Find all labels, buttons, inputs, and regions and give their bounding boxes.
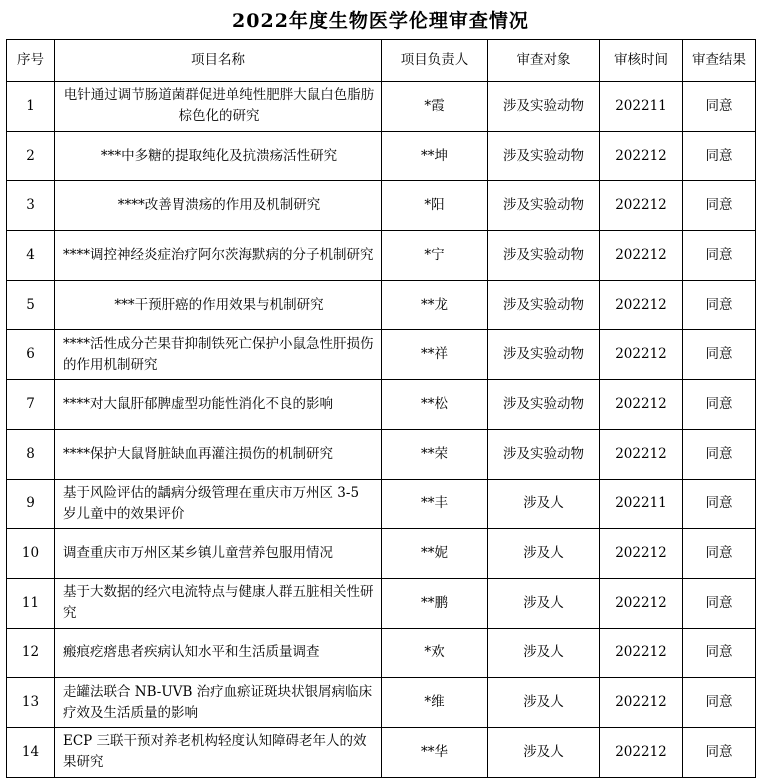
cell-no: 7: [7, 380, 55, 430]
cell-subject: 涉及人: [488, 727, 600, 777]
header-leader: 项目负责人: [382, 40, 488, 82]
cell-leader: *欢: [382, 628, 488, 678]
cell-leader: **妮: [382, 529, 488, 579]
cell-leader: **松: [382, 380, 488, 430]
cell-no: 11: [7, 578, 55, 628]
table-row: [7, 479, 756, 529]
cell-project-name: ****对大鼠肝郁脾虚型功能性消化不良的影响: [55, 380, 382, 430]
cell-no: 13: [7, 678, 55, 728]
cell-project-name: 基于大数据的经穴电流特点与健康人群五脏相关性研究: [55, 578, 382, 628]
header-result: 审查结果: [683, 40, 756, 82]
cell-no: 12: [7, 628, 55, 678]
cell-subject: 涉及实验动物: [488, 231, 600, 281]
cell-no: 8: [7, 429, 55, 479]
cell-leader: **祥: [382, 330, 488, 380]
table-row: [7, 231, 756, 281]
cell-project-name: ECP 三联干预对养老机构轻度认知障碍老年人的效果研究: [55, 727, 382, 777]
table-row: [7, 727, 756, 777]
table-row: [7, 380, 756, 430]
table-header-row: [7, 40, 756, 82]
cell-no: 5: [7, 280, 55, 330]
table-row: [7, 181, 756, 231]
cell-subject: 涉及人: [488, 678, 600, 728]
cell-leader: **鹏: [382, 578, 488, 628]
cell-leader: *维: [382, 678, 488, 728]
cell-no: 6: [7, 330, 55, 380]
cell-project-name: ***干预肝癌的作用效果与机制研究: [55, 280, 382, 330]
table-row: [7, 529, 756, 579]
cell-no: 3: [7, 181, 55, 231]
cell-project-name: 基于风险评估的龋病分级管理在重庆市万州区 3-5 岁儿童中的效果评价: [55, 479, 382, 529]
cell-result: 同意: [683, 82, 756, 132]
cell-review-time: 202211: [600, 82, 683, 132]
cell-project-name: 调查重庆市万州区某乡镇儿童营养包服用情况: [55, 529, 382, 579]
cell-subject: 涉及实验动物: [488, 280, 600, 330]
cell-review-time: 202212: [600, 330, 683, 380]
cell-review-time: 202212: [600, 578, 683, 628]
cell-no: 14: [7, 727, 55, 777]
cell-result: 同意: [683, 131, 756, 181]
cell-project-name: ***中多糖的提取纯化及抗溃疡活性研究: [55, 131, 382, 181]
header-review-time: 审核时间: [600, 40, 683, 82]
cell-leader: **荣: [382, 429, 488, 479]
cell-leader: **龙: [382, 280, 488, 330]
cell-result: 同意: [683, 330, 756, 380]
page-title: 2022年度生物医学伦理审查情况: [232, 10, 529, 32]
ethics-review-table: [6, 39, 756, 778]
header-subject: 审查对象: [488, 40, 600, 82]
cell-review-time: 202212: [600, 628, 683, 678]
cell-review-time: 202212: [600, 181, 683, 231]
cell-result: 同意: [683, 628, 756, 678]
cell-result: 同意: [683, 231, 756, 281]
cell-review-time: 202212: [600, 727, 683, 777]
cell-result: 同意: [683, 181, 756, 231]
table-row: [7, 330, 756, 380]
cell-review-time: 202212: [600, 380, 683, 430]
cell-leader: **丰: [382, 479, 488, 529]
cell-review-time: 202212: [600, 231, 683, 281]
table-row: [7, 131, 756, 181]
cell-no: 10: [7, 529, 55, 579]
table-row: [7, 628, 756, 678]
cell-leader: *宁: [382, 231, 488, 281]
cell-review-time: 202212: [600, 280, 683, 330]
cell-leader: **坤: [382, 131, 488, 181]
cell-result: 同意: [683, 678, 756, 728]
cell-project-name: ****活性成分芒果苷抑制铁死亡保护小鼠急性肝损伤的作用机制研究: [55, 330, 382, 380]
cell-subject: 涉及人: [488, 529, 600, 579]
cell-leader: *霞: [382, 82, 488, 132]
cell-review-time: 202212: [600, 529, 683, 579]
cell-subject: 涉及实验动物: [488, 82, 600, 132]
cell-result: 同意: [683, 578, 756, 628]
cell-result: 同意: [683, 280, 756, 330]
cell-subject: 涉及人: [488, 479, 600, 529]
table-row: [7, 82, 756, 132]
cell-subject: 涉及实验动物: [488, 330, 600, 380]
cell-review-time: 202212: [600, 131, 683, 181]
header-no: 序号: [7, 40, 55, 82]
table-row: [7, 678, 756, 728]
cell-subject: 涉及人: [488, 628, 600, 678]
cell-project-name: 走罐法联合 NB-UVB 治疗血瘀证斑块状银屑病临床疗效及生活质量的影响: [55, 678, 382, 728]
cell-review-time: 202212: [600, 678, 683, 728]
cell-review-time: 202211: [600, 479, 683, 529]
table-row: [7, 280, 756, 330]
cell-no: 9: [7, 479, 55, 529]
cell-no: 2: [7, 131, 55, 181]
cell-project-name: 电针通过调节肠道菌群促进单纯性肥胖大鼠白色脂肪棕色化的研究: [55, 82, 382, 132]
cell-subject: 涉及实验动物: [488, 131, 600, 181]
table-row: [7, 429, 756, 479]
cell-leader: *阳: [382, 181, 488, 231]
cell-subject: 涉及实验动物: [488, 380, 600, 430]
cell-no: 4: [7, 231, 55, 281]
cell-no: 1: [7, 82, 55, 132]
cell-project-name: ****改善胃溃疡的作用及机制研究: [55, 181, 382, 231]
cell-project-name: 瘢痕疙瘩患者疾病认知水平和生活质量调查: [55, 628, 382, 678]
cell-result: 同意: [683, 429, 756, 479]
header-project-name: 项目名称: [55, 40, 382, 82]
table-row: [7, 578, 756, 628]
cell-leader: **华: [382, 727, 488, 777]
cell-result: 同意: [683, 529, 756, 579]
cell-subject: 涉及实验动物: [488, 181, 600, 231]
cell-subject: 涉及人: [488, 578, 600, 628]
cell-result: 同意: [683, 380, 756, 430]
cell-project-name: ****保护大鼠肾脏缺血再灌注损伤的机制研究: [55, 429, 382, 479]
cell-result: 同意: [683, 479, 756, 529]
cell-project-name: ****调控神经炎症治疗阿尔茨海默病的分子机制研究: [55, 231, 382, 281]
cell-subject: 涉及实验动物: [488, 429, 600, 479]
cell-result: 同意: [683, 727, 756, 777]
cell-review-time: 202212: [600, 429, 683, 479]
